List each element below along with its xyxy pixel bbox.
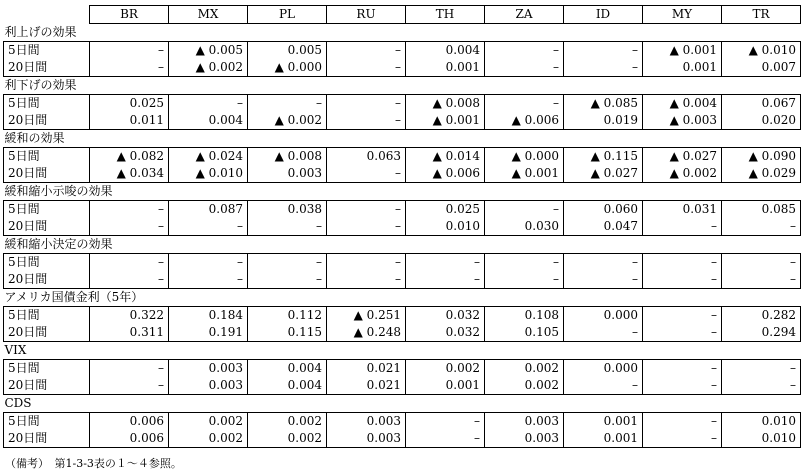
value-cell: –	[90, 59, 169, 77]
table-row	[4, 59, 801, 77]
section-title-row	[4, 289, 801, 307]
section-title-row	[4, 24, 801, 42]
value-cell: –	[406, 271, 485, 289]
value-cell: 0.002	[169, 413, 248, 431]
value-cell: 0.030	[485, 218, 564, 236]
value-cell: ▲ 0.248	[327, 324, 406, 342]
table-body	[4, 24, 801, 448]
value-cell: 0.000	[564, 360, 643, 378]
value-cell: –	[722, 218, 801, 236]
value-cell: –	[643, 377, 722, 395]
value-cell: 0.002	[485, 377, 564, 395]
value-cell: 0.001	[564, 413, 643, 431]
value-cell: –	[248, 271, 327, 289]
value-cell: 0.063	[327, 148, 406, 166]
value-cell: 0.032	[406, 324, 485, 342]
value-cell: –	[90, 360, 169, 378]
value-cell: 0.191	[169, 324, 248, 342]
value-cell: –	[643, 271, 722, 289]
value-cell: 0.005	[248, 42, 327, 60]
row-label: 5日間	[4, 95, 90, 113]
value-cell: 0.001	[564, 430, 643, 448]
value-cell: ▲ 0.006	[485, 112, 564, 130]
value-cell: ▲ 0.001	[485, 165, 564, 183]
results-table	[3, 5, 801, 448]
column-header-id: ID	[564, 6, 643, 24]
table-row	[4, 218, 801, 236]
section-title: 緩和の効果	[4, 131, 65, 145]
value-cell: ▲ 0.002	[169, 59, 248, 77]
value-cell: –	[327, 42, 406, 60]
value-cell: –	[90, 201, 169, 219]
value-cell: 0.047	[564, 218, 643, 236]
value-cell: –	[643, 360, 722, 378]
value-cell: 0.019	[564, 112, 643, 130]
value-cell: –	[406, 413, 485, 431]
value-cell: 0.294	[722, 324, 801, 342]
value-cell: –	[327, 218, 406, 236]
value-cell: –	[327, 112, 406, 130]
value-cell: 0.060	[564, 201, 643, 219]
corner-cell	[4, 6, 90, 24]
row-label: 20日間	[4, 112, 90, 130]
value-cell: –	[643, 413, 722, 431]
value-cell: –	[406, 430, 485, 448]
value-cell: –	[722, 377, 801, 395]
value-cell: 0.004	[248, 377, 327, 395]
value-cell: 0.001	[406, 59, 485, 77]
value-cell: ▲ 0.000	[485, 148, 564, 166]
value-cell: ▲ 0.006	[406, 165, 485, 183]
value-cell: –	[327, 95, 406, 113]
value-cell: 0.112	[248, 307, 327, 325]
value-cell: 0.010	[722, 430, 801, 448]
value-cell: –	[90, 218, 169, 236]
value-cell: 0.000	[564, 307, 643, 325]
value-cell: 0.004	[169, 112, 248, 130]
table-row	[4, 377, 801, 395]
value-cell: –	[564, 42, 643, 60]
column-header-tr: TR	[722, 6, 801, 24]
column-header-ru: RU	[327, 6, 406, 24]
value-cell: 0.006	[90, 413, 169, 431]
value-cell: –	[169, 95, 248, 113]
table-row	[4, 112, 801, 130]
section-title-row	[4, 342, 801, 360]
value-cell: –	[327, 254, 406, 272]
value-cell: –	[327, 271, 406, 289]
table-row	[4, 165, 801, 183]
row-label: 5日間	[4, 360, 90, 378]
value-cell: –	[90, 254, 169, 272]
table-row	[4, 95, 801, 113]
value-cell: 0.003	[327, 413, 406, 431]
value-cell: ▲ 0.005	[169, 42, 248, 60]
section-title-row	[4, 183, 801, 201]
value-cell: 0.108	[485, 307, 564, 325]
value-cell: 0.282	[722, 307, 801, 325]
value-cell: –	[248, 218, 327, 236]
value-cell: 0.002	[485, 360, 564, 378]
value-cell: –	[722, 254, 801, 272]
value-cell: ▲ 0.027	[564, 165, 643, 183]
value-cell: 0.021	[327, 377, 406, 395]
value-cell: –	[643, 307, 722, 325]
value-cell: –	[485, 42, 564, 60]
section-title: 利上げの効果	[4, 25, 77, 39]
value-cell: –	[564, 377, 643, 395]
value-cell: –	[327, 165, 406, 183]
value-cell: ▲ 0.014	[406, 148, 485, 166]
value-cell: –	[564, 324, 643, 342]
section-title-row	[4, 395, 801, 413]
row-label: 5日間	[4, 42, 90, 60]
value-cell: 0.007	[722, 59, 801, 77]
value-cell: –	[90, 271, 169, 289]
value-cell: ▲ 0.082	[90, 148, 169, 166]
row-label: 20日間	[4, 324, 90, 342]
value-cell: 0.087	[169, 201, 248, 219]
row-label: 20日間	[4, 430, 90, 448]
footnote: （備考） 第1-3-3表の１～４参照。	[5, 457, 182, 470]
value-cell: ▲ 0.008	[248, 148, 327, 166]
value-cell: ▲ 0.010	[169, 165, 248, 183]
value-cell: –	[248, 95, 327, 113]
section-title-row	[4, 77, 801, 95]
row-label: 5日間	[4, 413, 90, 431]
value-cell: ▲ 0.008	[406, 95, 485, 113]
table-row	[4, 360, 801, 378]
row-label: 20日間	[4, 377, 90, 395]
value-cell: 0.105	[485, 324, 564, 342]
value-cell: –	[643, 430, 722, 448]
value-cell: 0.002	[248, 413, 327, 431]
value-cell: ▲ 0.090	[722, 148, 801, 166]
value-cell: 0.002	[406, 360, 485, 378]
value-cell: ▲ 0.003	[643, 112, 722, 130]
value-cell: 0.322	[90, 307, 169, 325]
row-label: 20日間	[4, 218, 90, 236]
value-cell: –	[90, 377, 169, 395]
section-title-row	[4, 130, 801, 148]
value-cell: –	[169, 271, 248, 289]
value-cell: ▲ 0.000	[248, 59, 327, 77]
value-cell: ▲ 0.115	[564, 148, 643, 166]
value-cell: –	[485, 201, 564, 219]
value-cell: ▲ 0.002	[248, 112, 327, 130]
value-cell: ▲ 0.024	[169, 148, 248, 166]
value-cell: 0.003	[169, 377, 248, 395]
table-row	[4, 430, 801, 448]
value-cell: –	[90, 42, 169, 60]
value-cell: 0.002	[248, 430, 327, 448]
value-cell: ▲ 0.010	[722, 42, 801, 60]
row-label: 20日間	[4, 271, 90, 289]
section-title: アメリカ国債金利（5年）	[4, 290, 144, 304]
row-label: 5日間	[4, 254, 90, 272]
row-label: 5日間	[4, 201, 90, 219]
section-title: CDS	[4, 396, 32, 410]
value-cell: 0.184	[169, 307, 248, 325]
value-cell: –	[564, 254, 643, 272]
value-cell: 0.038	[248, 201, 327, 219]
value-cell: –	[485, 254, 564, 272]
table-row	[4, 413, 801, 431]
table-row	[4, 201, 801, 219]
value-cell: 0.067	[722, 95, 801, 113]
value-cell: 0.003	[485, 430, 564, 448]
value-cell: –	[485, 95, 564, 113]
value-cell: 0.025	[90, 95, 169, 113]
value-cell: ▲ 0.251	[327, 307, 406, 325]
value-cell: 0.006	[90, 430, 169, 448]
section-title: 緩和縮小決定の効果	[4, 237, 113, 251]
value-cell: 0.010	[406, 218, 485, 236]
section-title: 利下げの効果	[4, 78, 77, 92]
value-cell: 0.004	[406, 42, 485, 60]
value-cell: –	[327, 59, 406, 77]
value-cell: –	[169, 218, 248, 236]
table-row	[4, 307, 801, 325]
value-cell: 0.002	[169, 430, 248, 448]
value-cell: –	[248, 254, 327, 272]
value-cell: ▲ 0.002	[643, 165, 722, 183]
value-cell: –	[485, 59, 564, 77]
row-label: 20日間	[4, 59, 90, 77]
value-cell: ▲ 0.085	[564, 95, 643, 113]
value-cell: 0.003	[485, 413, 564, 431]
column-header-mx: MX	[169, 6, 248, 24]
value-cell: –	[564, 59, 643, 77]
value-cell: –	[406, 254, 485, 272]
table-row	[4, 271, 801, 289]
table-row	[4, 42, 801, 60]
value-cell: ▲ 0.027	[643, 148, 722, 166]
row-label: 5日間	[4, 148, 90, 166]
value-cell: 0.011	[90, 112, 169, 130]
value-cell: 0.010	[722, 413, 801, 431]
value-cell: 0.032	[406, 307, 485, 325]
value-cell: –	[722, 360, 801, 378]
value-cell: 0.001	[643, 59, 722, 77]
section-title: VIX	[4, 343, 27, 357]
value-cell: 0.003	[327, 430, 406, 448]
value-cell: 0.003	[169, 360, 248, 378]
value-cell: ▲ 0.004	[643, 95, 722, 113]
table-row	[4, 254, 801, 272]
value-cell: ▲ 0.034	[90, 165, 169, 183]
value-cell: ▲ 0.029	[722, 165, 801, 183]
value-cell: –	[643, 218, 722, 236]
value-cell: 0.085	[722, 201, 801, 219]
value-cell: 0.020	[722, 112, 801, 130]
column-header-th: TH	[406, 6, 485, 24]
table-row	[4, 148, 801, 166]
value-cell: 0.021	[327, 360, 406, 378]
value-cell: –	[643, 324, 722, 342]
value-cell: –	[485, 271, 564, 289]
section-title-row	[4, 236, 801, 254]
row-label: 5日間	[4, 307, 90, 325]
value-cell: ▲ 0.001	[406, 112, 485, 130]
value-cell: ▲ 0.001	[643, 42, 722, 60]
column-header-br: BR	[90, 6, 169, 24]
value-cell: 0.311	[90, 324, 169, 342]
value-cell: 0.031	[643, 201, 722, 219]
section-title: 緩和縮小示唆の効果	[4, 184, 113, 198]
row-label: 20日間	[4, 165, 90, 183]
table-row	[4, 324, 801, 342]
column-header-za: ZA	[485, 6, 564, 24]
column-header-pl: PL	[248, 6, 327, 24]
value-cell: 0.025	[406, 201, 485, 219]
value-cell: –	[564, 271, 643, 289]
value-cell: –	[327, 201, 406, 219]
value-cell: 0.115	[248, 324, 327, 342]
value-cell: –	[643, 254, 722, 272]
column-header-row	[4, 6, 801, 24]
value-cell: –	[169, 254, 248, 272]
column-header-my: MY	[643, 6, 722, 24]
value-cell: 0.003	[248, 165, 327, 183]
value-cell: 0.004	[248, 360, 327, 378]
value-cell: 0.001	[406, 377, 485, 395]
value-cell: –	[722, 271, 801, 289]
